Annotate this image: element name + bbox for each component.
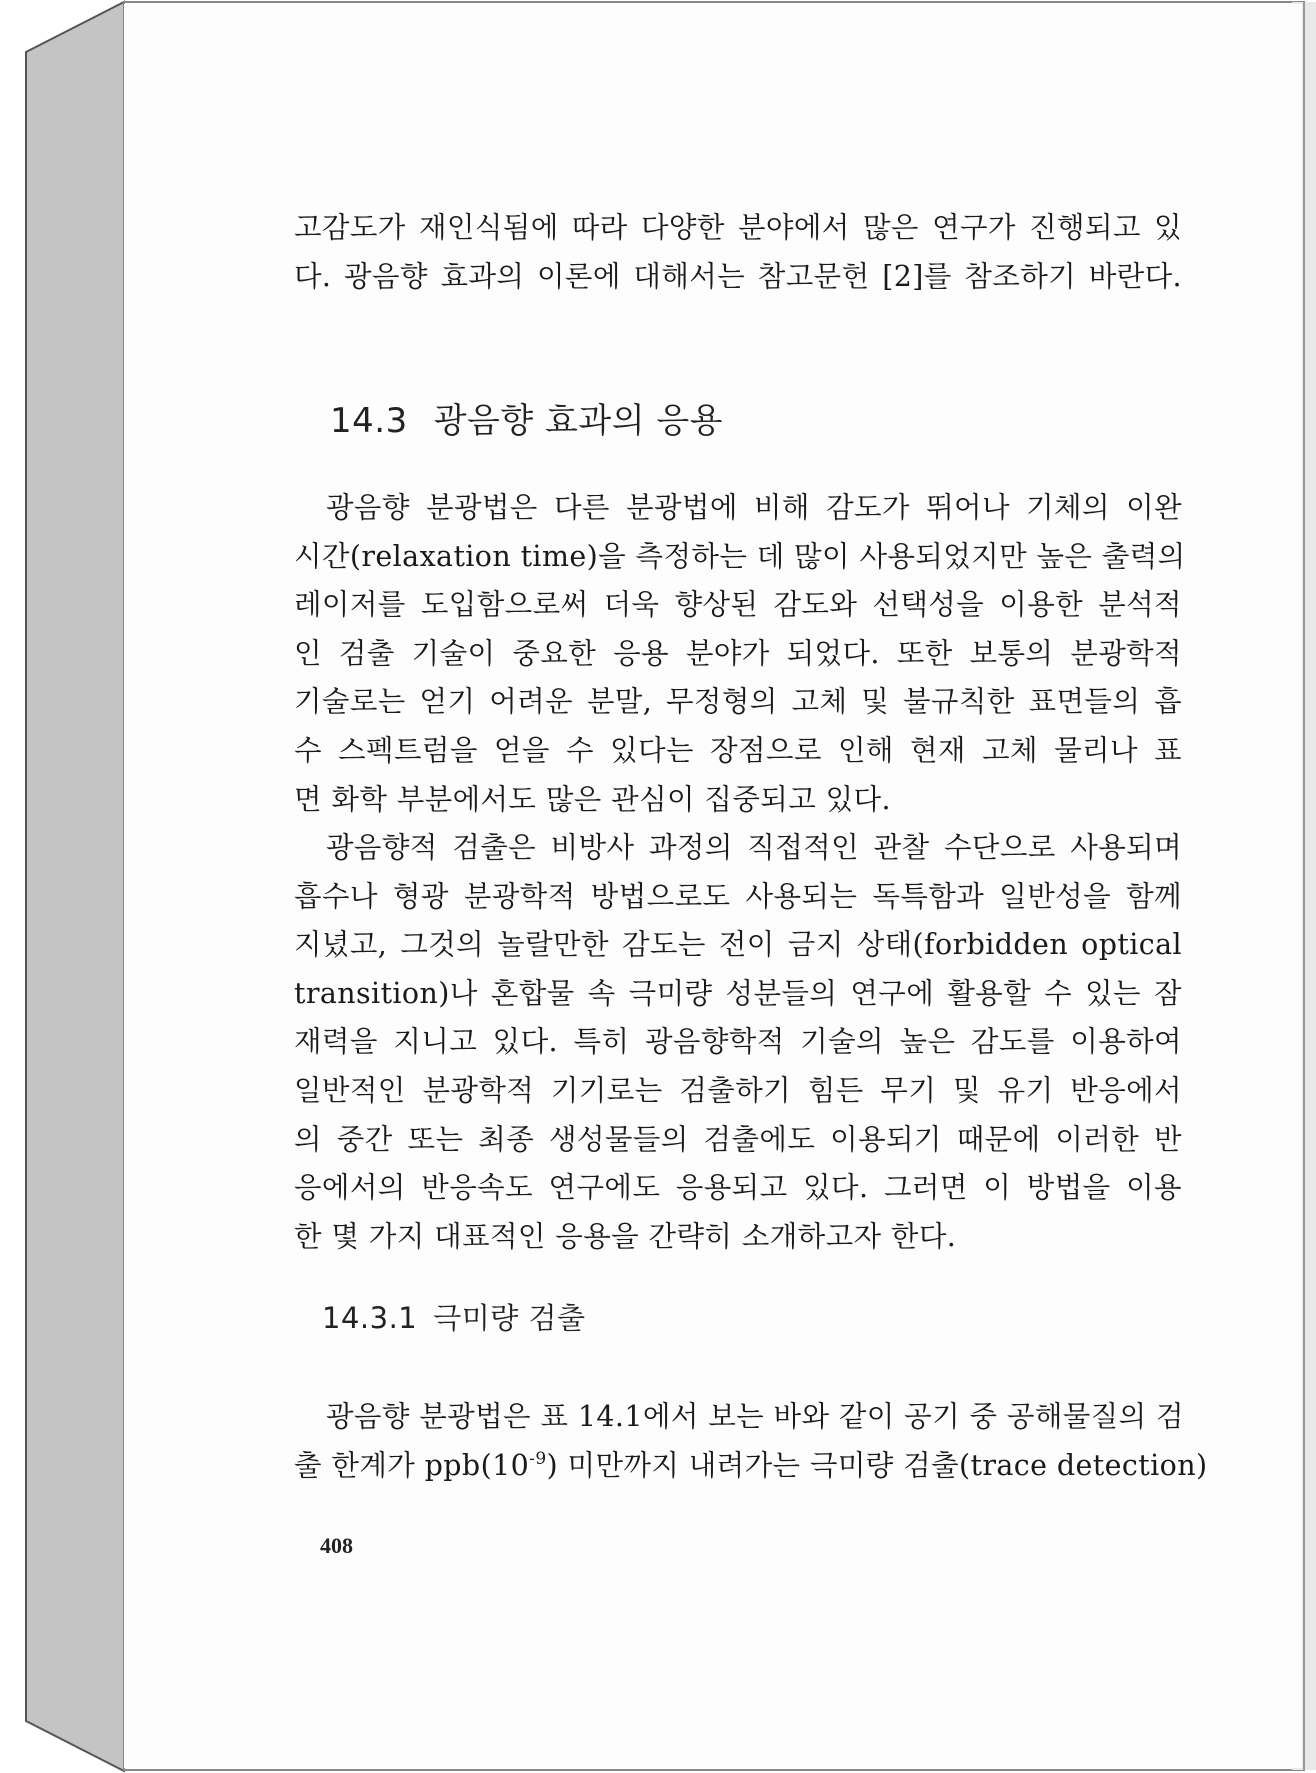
paragraph-line: 재력을 지니고 있다. 특히 광음향학적 기술의 높은 감도를 이용하여	[294, 1025, 1182, 1059]
paragraph-line: 한 몇 가지 대표적인 응용을 간략히 소개하고자 한다.	[294, 1219, 957, 1253]
book-spine-face	[26, 2, 124, 1771]
subsection-title: 극미량 검출	[433, 1301, 586, 1335]
intro-line: 고감도가 재인식됨에 따라 다양한 분야에서 많은 연구가 진행되고 있	[294, 211, 1182, 244]
paragraph-line: transition)나 혼합물 속 극미량 성분들의 연구에 활용할 수 있는 잠	[294, 976, 1182, 1010]
subsection-number: 14.3.1	[322, 1301, 418, 1335]
paragraph-line: 기술로는 얻기 어려운 분말, 무정형의 고체 및 불규칙한 표면들의 흡	[294, 685, 1182, 719]
paragraph-line: 흡수나 형광 분광학적 방법으로도 사용되는 독특함과 일반성을 함께	[294, 879, 1182, 913]
paragraph-line: 지녔고, 그것의 놀랄만한 감도는 전이 금지 상태(forbidden optical	[294, 928, 1182, 962]
paragraph-text: ) 미만까지 내려가는 극미량 검출(trace detection)	[546, 1448, 1208, 1482]
page-number: 408	[320, 1533, 353, 1558]
section-number: 14.3	[330, 401, 408, 441]
paragraph-line: 광음향 분광법은 표 14.1에서 보는 바와 같이 공기 중 공해물질의 검	[326, 1400, 1184, 1433]
intro-line: 다. 광음향 효과의 이론에 대해서는 참고문헌 [2]를 참조하기 바란다.	[294, 259, 1182, 293]
paragraph-line: 일반적인 분광학적 기기로는 검출하기 힘든 무기 및 유기 반응에서	[294, 1073, 1182, 1107]
paragraph-2	[294, 824, 1182, 1261]
paragraph-line: 의 중간 또는 최종 생성물들의 검출에도 이용되기 때문에 이러한 반	[294, 1122, 1182, 1156]
section-heading	[330, 393, 723, 442]
exponent: -9	[529, 1448, 547, 1469]
paragraph-line: 수 스펙트럼을 얻을 수 있다는 장점으로 인해 현재 고체 물리나 표	[294, 733, 1182, 767]
paragraph-text: 출 한계가 ppb(10	[294, 1448, 530, 1482]
paragraph-line: 광음향 분광법은 다른 분광법에 비해 감도가 뛰어나 기체의 이완	[326, 491, 1182, 524]
paragraph-3	[294, 1393, 1208, 1490]
paragraph-line: 응에서의 반응속도 연구에도 응용되고 있다. 그러면 이 방법을 이용	[294, 1171, 1182, 1205]
paragraph-line-with-superscript	[294, 1442, 1208, 1491]
paragraph-line: 면 화학 부분에서도 많은 관심이 집중되고 있다.	[294, 782, 891, 816]
paragraph-1	[294, 484, 1186, 824]
paragraph-line: 인 검출 기술이 중요한 응용 분야가 되었다. 또한 보통의 분광학적	[294, 636, 1182, 670]
paragraph-line: 광음향적 검출은 비방사 과정의 직접적인 관찰 수단으로 사용되며	[326, 831, 1182, 864]
intro-paragraph	[294, 204, 1182, 301]
paragraph-line: 레이저를 도입함으로써 더욱 향상된 감도와 선택성을 이용한 분석적	[294, 588, 1182, 622]
paragraph-line: 시간(relaxation time)을 측정하는 데 많이 사용되었지만 높은 출력의	[294, 539, 1186, 573]
section-title: 광음향 효과의 응용	[433, 401, 724, 441]
subsection-heading	[322, 1296, 586, 1337]
